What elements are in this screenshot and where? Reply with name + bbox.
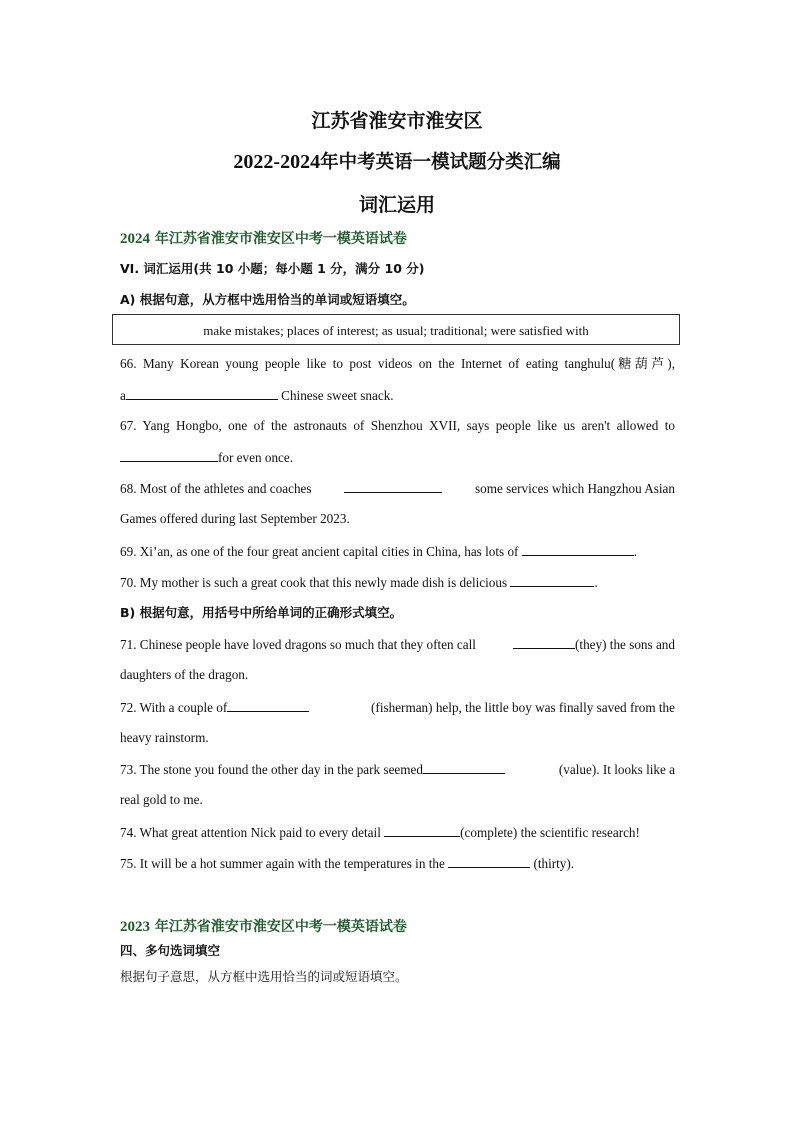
doc-title-line2 — [0, 148, 794, 174]
q68-text-post: some services which Hangzhou Asian — [475, 481, 675, 496]
answer-blank-66[interactable] — [126, 386, 278, 400]
q69-text-post: . — [633, 544, 638, 559]
instruction-2023: 根据句子意思，从方框中选用恰当的词或短语填空。 — [120, 969, 408, 984]
q75-text-pre: 75. It will be a hot summer again with the temperatures in the — [120, 856, 445, 871]
q72-text-pre: 72. With a couple of — [120, 700, 228, 715]
q71-text-pre: 71. Chinese people have loved dragons so much that they often call — [120, 637, 476, 652]
section-title: 年江苏省淮安市淮安区中考一模英语试卷 — [154, 231, 407, 247]
q70-text-pre: 70. My mother is such a great cook that this newly made dish is delicious — [120, 575, 508, 590]
question-73-line2: real gold to me. — [120, 792, 203, 807]
q70-text-post: . — [594, 575, 598, 590]
q75-text-post: (thirty). — [533, 856, 575, 871]
question-73-line1 — [120, 760, 675, 779]
question-72-line2: heavy rainstorm. — [120, 730, 209, 745]
doc-title-subject: 年中考英语一模试题分类汇编 — [320, 152, 561, 173]
question-71-line2: daughters of the dragon. — [120, 667, 249, 682]
question-68-line2: Games offered during last September 2023. — [120, 511, 350, 526]
part-title-2023: 四、多句选词填空 — [120, 943, 221, 958]
part-a-instruction: A) 根据句意，从方框中选用恰当的单词或短语填空。 — [120, 292, 415, 307]
answer-blank-72[interactable] — [227, 698, 309, 712]
word-box: make mistakes; places of interest; as usual; traditional; were satisfied with — [112, 314, 680, 345]
answer-blank-67[interactable] — [120, 448, 218, 462]
answer-blank-70[interactable] — [510, 573, 594, 587]
doc-title-line3: 词汇运用 — [358, 194, 435, 216]
question-72-line1 — [120, 698, 675, 717]
question-75 — [120, 854, 675, 873]
section-title: 年江苏省淮安市淮安区中考一模英语试卷 — [154, 919, 407, 935]
question-74 — [120, 823, 675, 842]
question-71-line1 — [120, 635, 675, 654]
q68-text-pre: 68. Most of the athletes and coaches — [120, 481, 312, 496]
section-heading-2023 — [120, 916, 407, 936]
answer-blank-74[interactable] — [384, 823, 460, 837]
section-year: 2023 — [120, 919, 150, 935]
answer-blank-68[interactable] — [344, 479, 442, 493]
q66-text-post: Chinese sweet snack. — [277, 388, 394, 403]
q74-text-pre: 74. What great attention Nick paid to every detail — [120, 825, 381, 840]
question-67-line2 — [120, 448, 675, 467]
section-heading-2024 — [120, 228, 407, 248]
answer-blank-73[interactable] — [423, 760, 505, 774]
question-66-line2 — [120, 386, 675, 405]
question-69 — [120, 542, 675, 561]
doc-title-year-range: 2022-2024 — [233, 151, 321, 173]
part-b-instruction: B) 根据句意，用括号中所给单词的正确形式填空。 — [120, 605, 403, 620]
answer-blank-71[interactable] — [513, 635, 575, 649]
question-68-line1 — [120, 479, 675, 498]
part-title: VI. 词汇运用(共 10 小题；每小题 1 分，满分 10 分) — [120, 261, 425, 276]
question-70 — [120, 573, 675, 592]
q67-text-post: for even once. — [218, 450, 294, 465]
question-66-line1: 66. Many Korean young people like to post videos on the Internet of eating tanghulu(糖葫芦), — [120, 356, 675, 371]
q69-text-pre: 69. Xi’an, as one of the four great ancient capital cities in China, has lots of — [120, 544, 519, 559]
section-year: 2024 — [120, 231, 150, 247]
q72-text-post: (fisherman) help, the little boy was finally saved from the — [371, 700, 675, 715]
doc-title-line1: 江苏省淮安市淮安区 — [311, 110, 483, 132]
q73-text-pre: 73. The stone you found the other day in the park seemed — [120, 762, 423, 777]
q74-text-post: (complete) the scientific research! — [460, 825, 640, 840]
question-67-line1: 67. Yang Hongbo, one of the astronauts of Shenzhou XVII, says people like us aren't allowed to — [120, 418, 675, 433]
q71-text-post: (they) the sons and — [575, 637, 675, 652]
q73-text-post: (value). It looks like a — [558, 762, 675, 777]
answer-blank-69[interactable] — [522, 542, 634, 556]
answer-blank-75[interactable] — [448, 854, 530, 868]
q66-text-pre: a — [120, 388, 126, 403]
